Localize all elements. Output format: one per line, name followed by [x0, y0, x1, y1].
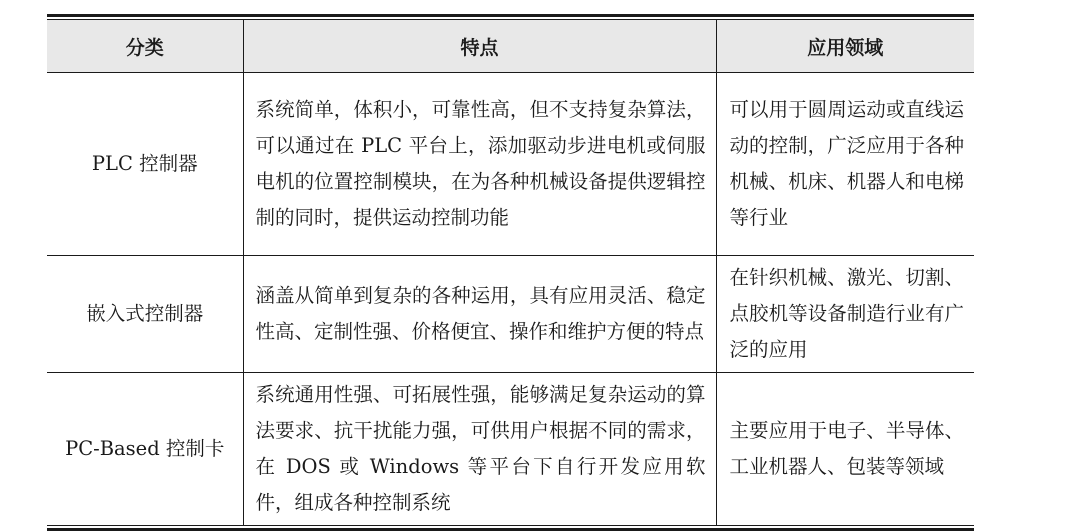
applications-cell: 主要应用于电子、半导体、工业机器人、包装等领域 — [716, 373, 974, 526]
table-row — [47, 73, 974, 256]
category-cell: PLC 控制器 — [91, 152, 198, 175]
applications-cell: 可以用于圆周运动或直线运动的控制，广泛应用于各种机械、机床、机器人和电梯等行业 — [716, 73, 974, 256]
header-row — [47, 20, 974, 73]
header-features: 特点 — [243, 20, 716, 73]
table-row — [47, 373, 974, 526]
features-cell: 涵盖从简单到复杂的各种运用，具有应用灵活、稳定性高、定制性强、价格便宜、操作和维护方便的特点 — [243, 256, 716, 373]
category-cell: PC-Based 控制卡 — [47, 373, 243, 526]
header-applications: 应用领域 — [716, 20, 974, 73]
applications-cell: 在针织机械、激光、切割、点胶机等设备制造行业有广泛的应用 — [716, 256, 974, 373]
features-cell: 系统简单，体积小，可靠性高，但不支持复杂算法，可以通过在 PLC 平台上，添加驱动步进电机或伺服电机的位置控制模块，在为各种机械设备提供逻辑控制的同时，提供运动控制功能 — [243, 73, 716, 256]
category-cell: 嵌入式控制器 — [47, 256, 243, 373]
header-category: 分类 — [47, 20, 243, 73]
table-row — [47, 256, 974, 373]
features-cell: 系统通用性强、可拓展性强，能够满足复杂运动的算法要求、抗干扰能力强，可供用户根据不同的需求，在 DOS 或 Windows 等平台下自行开发应用软件，组成各种控制系统 — [243, 373, 716, 526]
table-grid — [47, 20, 974, 525]
controller-comparison-table — [47, 14, 974, 531]
